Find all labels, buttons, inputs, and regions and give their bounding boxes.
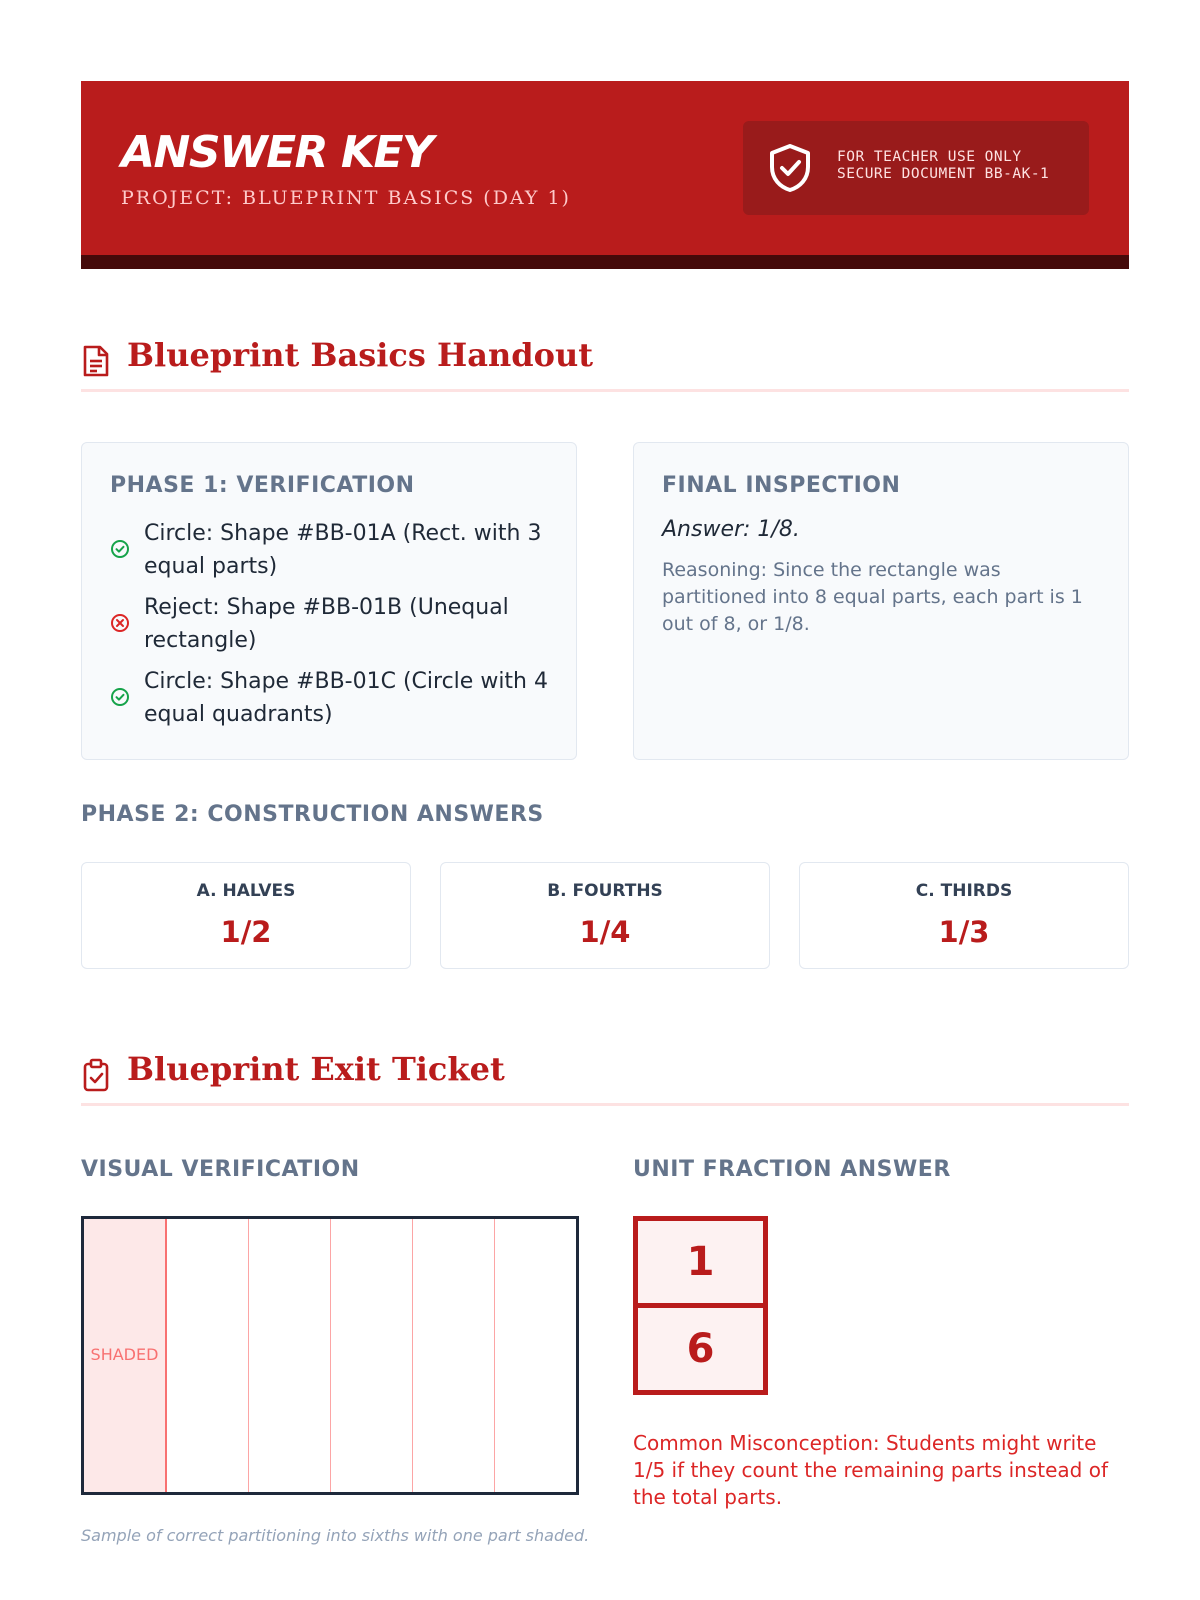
security-notice: [743, 121, 1089, 215]
denominator-box: [633, 1303, 768, 1395]
check-circle-icon: [110, 687, 130, 707]
security-line-2: SECURE DOCUMENT BB-AK-1: [837, 166, 1050, 182]
phase2-label: PHASE 2: CONSTRUCTION ANSWERS: [81, 802, 544, 827]
list-item: [110, 517, 550, 583]
exit-ticket-heading: Blueprint Exit Ticket: [127, 1050, 505, 1088]
project-subtitle: PROJECT: BLUEPRINT BASICS (DAY 1): [121, 187, 571, 209]
figure-caption: Sample of correct partitioning into sixths with one part shaded.: [81, 1526, 590, 1545]
partition-part: [413, 1219, 495, 1492]
numerator-box: [633, 1216, 768, 1308]
handout-section-header: [81, 332, 1129, 392]
answer-key-banner: [81, 81, 1129, 269]
denominator: 6: [686, 1326, 715, 1372]
verification-item-text: Circle: Shape #BB-01C (Circle with 4 equal quadrants): [144, 669, 548, 727]
partition-part: [249, 1219, 331, 1492]
list-item: [110, 665, 550, 731]
answer-card-fourths: [440, 862, 770, 969]
misconception-note: Common Misconception: Students might write 1/5 if they count the remaining parts instead of the total parts.: [633, 1431, 1108, 1509]
phase1-verification-card: [81, 442, 577, 760]
final-inspection-card: [633, 442, 1129, 760]
shaded-label: SHADED: [90, 1345, 159, 1364]
answer-card-label: B. FOURTHS: [547, 881, 663, 901]
security-text: [837, 149, 1049, 183]
clipboard-check-icon: [81, 1058, 111, 1092]
numerator: 1: [686, 1239, 715, 1285]
partition-part: [495, 1219, 576, 1492]
answer-card-value: 1/3: [938, 915, 990, 949]
final-inspection-label: FINAL INSPECTION: [662, 473, 901, 498]
shield-check-icon: [767, 143, 813, 193]
document-icon: [81, 344, 111, 378]
answer-card-halves: [81, 862, 411, 969]
partition-part: [167, 1219, 249, 1492]
answer-card-value: 1/4: [579, 915, 631, 949]
partitioned-rectangle: [81, 1216, 579, 1495]
partition-part: [331, 1219, 413, 1492]
answer-card-thirds: [799, 862, 1129, 969]
phase1-label: PHASE 1: VERIFICATION: [110, 473, 415, 498]
handout-heading: Blueprint Basics Handout: [127, 336, 593, 374]
page-title: ANSWER KEY: [121, 127, 433, 178]
exit-ticket-section-header: [81, 1046, 1129, 1106]
answer-card-value: 1/2: [220, 915, 272, 949]
verification-list: [110, 517, 550, 739]
final-answer: Answer: 1/8.: [662, 517, 800, 542]
shaded-part: [84, 1219, 167, 1492]
list-item: [110, 591, 550, 657]
x-circle-icon: [110, 613, 130, 633]
final-reasoning: Reasoning: Since the rectangle was partitioned into 8 equal parts, each part is 1 out of 8, or 1/8.: [662, 559, 1083, 635]
check-circle-icon: [110, 539, 130, 559]
answer-card-label: C. THIRDS: [915, 881, 1013, 901]
answer-card-label: A. HALVES: [196, 881, 296, 901]
verification-item-text: Circle: Shape #BB-01A (Rect. with 3 equal parts): [144, 521, 542, 579]
unit-fraction-label: UNIT FRACTION ANSWER: [633, 1157, 951, 1182]
security-line-1: FOR TEACHER USE ONLY: [837, 149, 1022, 165]
verification-item-text: Reject: Shape #BB-01B (Unequal rectangle): [144, 595, 509, 653]
visual-verification-label: VISUAL VERIFICATION: [81, 1157, 360, 1182]
